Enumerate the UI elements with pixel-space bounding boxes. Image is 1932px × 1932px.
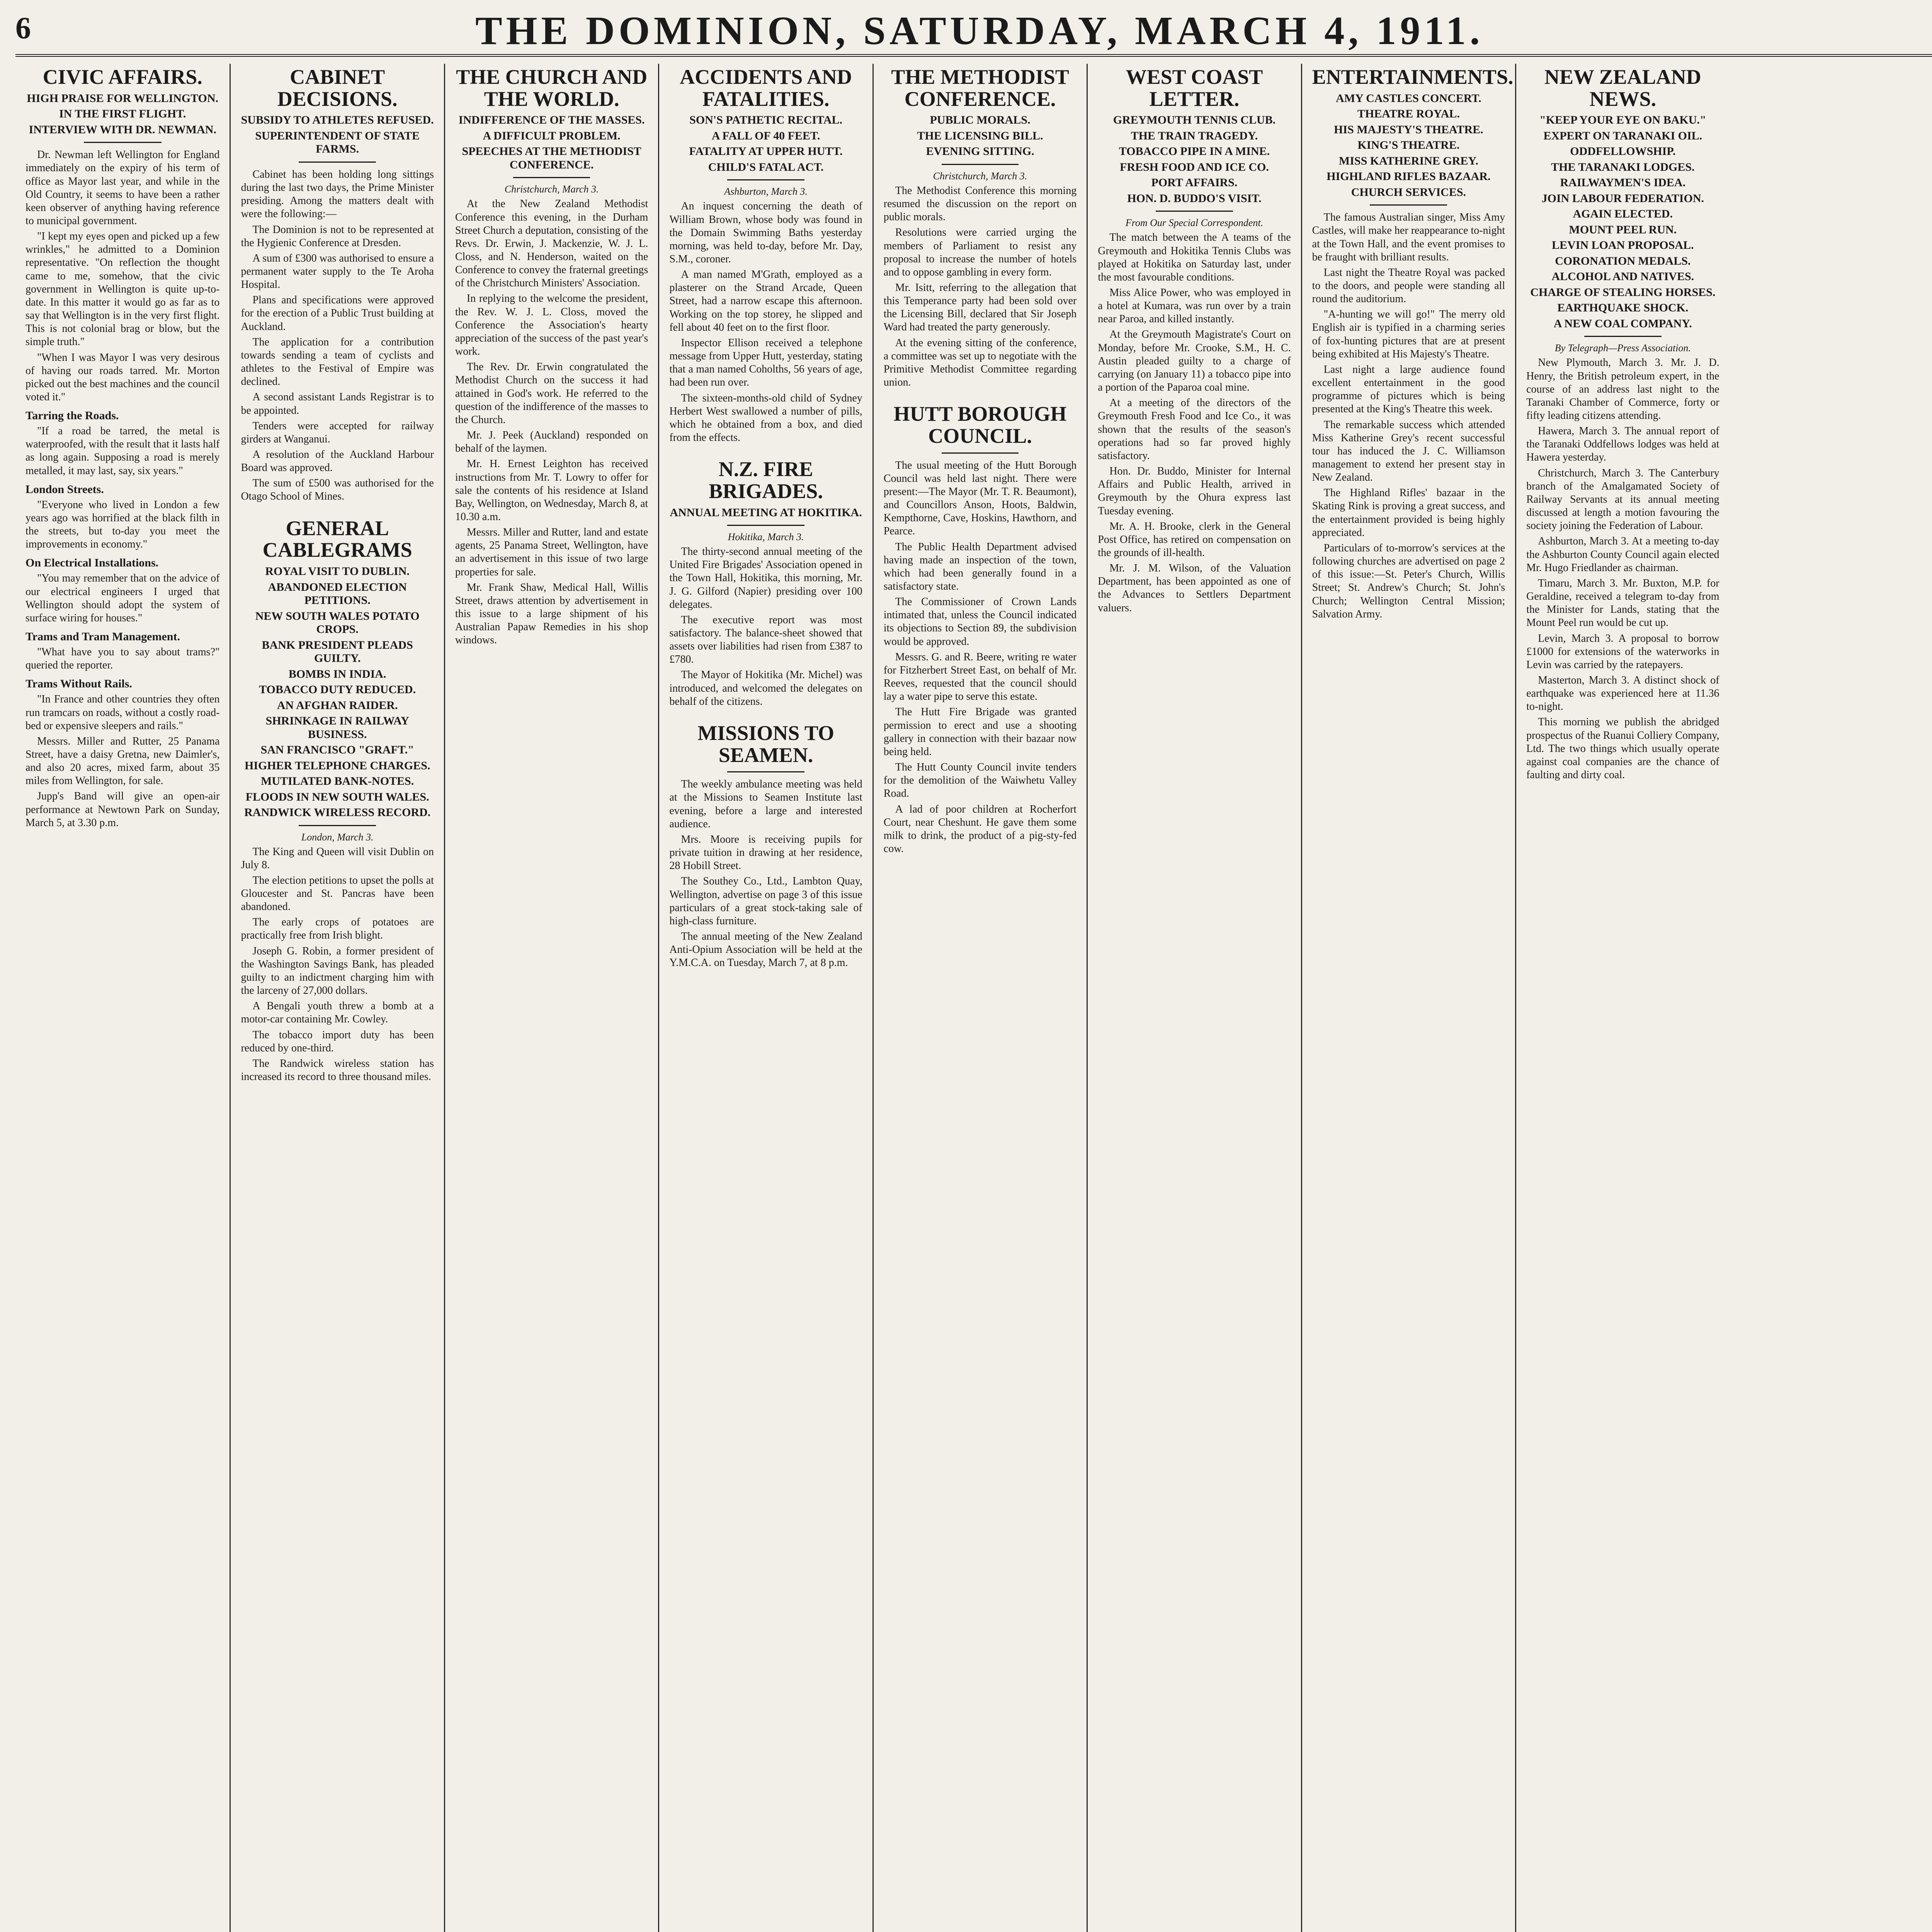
article-paragraph: The Methodist Conference this morning resumed the discussion on the report on public morals. — [883, 184, 1077, 223]
article-subhead: BOMBS IN INDIA. — [288, 667, 386, 680]
article-subhead: ROYAL VISIT TO DUBLIN. — [265, 565, 410, 578]
article-subhead: THEATRE ROYAL. — [1357, 107, 1460, 121]
section-title: On Electrical Installations. — [26, 556, 159, 570]
article-paragraph: Tenders were accepted for railway girders at Wanganui. — [241, 420, 434, 445]
column-4 — [658, 64, 872, 1932]
article-paragraph: The early crops of potatoes are practically free from Irish blight. — [241, 916, 434, 942]
article-paragraph: The sum of £500 was authorised for the Otago School of Mines. — [241, 477, 434, 503]
article-paragraph: The thirty-second annual meeting of the United Fire Brigades' Association opened in the Town Hall, Hokitika, this morning, Mr. J. G. Gilford (Napier) presiding over 100 delegates. — [669, 546, 862, 611]
article-paragraph: The Randwick wireless station has increased its record to three thousand miles. — [241, 1057, 434, 1083]
article-paragraph: The famous Australian singer, Miss Amy Castles, will make her reappearance to-night at the Town Hall, and the event promises to be fraught with brilliant results. — [1312, 211, 1505, 263]
article-paragraph: Timaru, March 3. Mr. Buxton, M.P. for Geraldine, received a telegram to-day from the Minister for Lands, stating that the Mount Peel run would be cut up. — [1526, 577, 1719, 629]
article-paragraph: The usual meeting of the Hutt Borough Council was held last night. There were present:—The Mayor (Mr. T. R. Beaumont), and Councillors Anson, Hoots, Baldwin, Kempthorne, Cave, Hoskins, Hawthorn, and Pearce. — [883, 459, 1077, 537]
article-paragraph: Mr. A. H. Brooke, clerk in the General Post Office, has retired on compensation on the grounds of ill-health. — [1098, 520, 1291, 559]
article-paragraph: Particulars of to-morrow's services at the following churches are advertised on page 2 of this issue:—St. Peter's Church, Willis Street; St. Andrew's Church; St. John's Church; Wellington Central Mission; Salvation Army. — [1312, 542, 1505, 620]
article-dateline: London, March 3. — [301, 831, 374, 843]
article-paragraph: Hawera, March 3. The annual report of the Taranaki Oddfellows lodges was held at Hawera yesterday. — [1526, 425, 1719, 464]
article-subhead: ODDFELLOWSHIP. — [1570, 145, 1676, 158]
article-subhead: FRESH FOOD AND ICE CO. — [1120, 160, 1269, 173]
article-paragraph: The Dominion is not to be represented at the Hygienic Conference at Dresden. — [241, 223, 434, 249]
article-subhead: SHRINKAGE IN RAILWAY BUSINESS. — [265, 714, 409, 741]
article-paragraph: The sixteen-months-old child of Sydney Herbert West swallowed a number of pills, which he obtained from a box, and died from the effects. — [669, 392, 862, 444]
article-subhead: AN AFGHAN RAIDER. — [277, 699, 398, 712]
article-paragraph: Miss Alice Power, who was employed in a hotel at Kumara, was run over by a train near Paroa, and killed instantly. — [1098, 287, 1291, 325]
article — [26, 66, 219, 830]
article-subhead: MUTILATED BANK-NOTES. — [261, 775, 414, 787]
article-paragraph: At a meeting of the directors of the Greymouth Fresh Food and Ice Co., it was shown that the results of the season's operations had so far proved highly satisfactory. — [1098, 397, 1291, 462]
article-subhead: HIGHER TELEPHONE CHARGES. — [244, 759, 430, 772]
article-body — [455, 197, 648, 647]
article-paragraph: The match between the A teams of the Greymouth and Hokitika Tennis Clubs was played at Hokitika on Saturday last, under the most favourable conditions. — [1098, 231, 1291, 283]
article-paragraph: "What have you to say about trams?" queried the reporter. — [26, 646, 220, 672]
article-headline: THE CHURCH AND THE WORLD. — [456, 65, 648, 111]
article-paragraph: The annual meeting of the New Zealand Anti-Opium Association will be held at the Y.M.C.A. on Tuesday, March 7, at 8 p.m. — [669, 930, 862, 969]
article-subhead: "KEEP YOUR EYE ON BAKU." — [1539, 114, 1706, 127]
article-subhead: FATALITY AT UPPER HUTT. — [689, 145, 843, 158]
article-subhead: EVENING SITTING. — [926, 145, 1034, 158]
newspaper-columns — [15, 64, 1932, 1932]
article-subhead: LEVIN LOAN PROPOSAL. — [1552, 239, 1694, 252]
column-2 — [230, 64, 444, 1932]
masthead — [15, 8, 1932, 57]
article-body — [669, 200, 862, 444]
article-subhead: RAILWAYMEN'S IDEA. — [1560, 176, 1686, 189]
article-paragraph: "In France and other countries they often run tramcars on roads, without a costly road-bed or expensive sleepers and rails." — [26, 693, 220, 732]
article-headline: THE METHODIST CONFERENCE. — [891, 65, 1069, 111]
article-subhead: FLOODS IN NEW SOUTH WALES. — [245, 790, 429, 803]
article-headline: WEST COAST LETTER. — [1126, 65, 1263, 111]
article-body — [241, 168, 434, 503]
article-subhead: CORONATION MEDALS. — [1555, 254, 1691, 267]
article-subhead: SUBSIDY TO ATHLETES REFUSED. — [241, 114, 434, 127]
article-headline: NEW ZEALAND NEWS. — [1544, 65, 1701, 111]
article — [1312, 65, 1514, 621]
divider-rule — [299, 825, 376, 826]
article-paragraph: The King and Queen will visit Dublin on July 8. — [241, 845, 434, 871]
article-paragraph: The executive report was most satisfactory. The balance-sheet showed that assets over liabilities had risen from £387 to £780. — [669, 614, 862, 666]
section-title: London Streets. — [26, 483, 104, 496]
article-subhead: MISS KATHERINE GREY. — [1338, 154, 1478, 167]
article-subhead: CHILD'S FATAL ACT. — [708, 160, 824, 173]
article-subhead: INDIFFERENCE OF THE MASSES. — [458, 114, 645, 127]
article-paragraph: Mr. H. Ernest Leighton has received instructions from Mr. T. Lowry to offer for sale the contents of his residence at Island Bay, Wellington, on Wednesday, March 8, at 10.30 a.m. — [455, 458, 648, 523]
article-subhead: THE LICENSING BILL. — [917, 129, 1043, 142]
article-headline: GENERAL CABLEGRAMS — [262, 516, 412, 562]
article-subhead: HIS MAJESTY'S THEATRE. — [1334, 123, 1483, 136]
article-paragraph: The remarkable success which attended Miss Katherine Grey's recent successful tour has induced the J. C. Williamson management to extend her present stay in New Zealand. — [1312, 418, 1505, 484]
article-subhead: JOIN LABOUR FEDERATION. — [1541, 192, 1704, 205]
article-paragraph: The Southey Co., Ltd., Lambton Quay, Wellington, advertise on page 3 of this issue particulars of a great stock-taking sale of high-class furniture. — [669, 875, 862, 927]
article-paragraph: Mr. Isitt, referring to the allegation that this Temperance party had been sold over the Licensing Bill, declared that Sir Joseph Ward had treated the party generously. — [883, 281, 1077, 333]
article — [669, 458, 862, 708]
article-headline: N.Z. FIRE BRIGADES. — [709, 457, 823, 503]
article-paragraph: "You may remember that on the advice of our electrical engineers I urged that Wellington should adopt the system of surface wiring for houses." — [26, 572, 220, 624]
section-title: Trams Without Rails. — [26, 677, 132, 690]
article-paragraph: The election petitions to upset the polls at Gloucester and St. Pancras have been abandoned. — [241, 874, 434, 913]
divider-rule — [727, 179, 804, 180]
divider-rule — [299, 162, 376, 163]
article-paragraph: "A-hunting we will go!" The merry old English air is typified in a charming series of fox-hunting pictures that are at present being exhibited at His Majesty's Theatre. — [1312, 308, 1505, 360]
article-paragraph: Mr. J. Peek (Auckland) responded on behalf of the laymen. — [455, 429, 648, 455]
article-paragraph: A resolution of the Auckland Harbour Board was approved. — [241, 449, 434, 474]
article-paragraph: "When I was Mayor I was very desirous of having our roads tarred. Mr. Morton picked out the best machines and the council voted it." — [26, 351, 220, 403]
article-headline: HUTT BOROUGH COUNCIL. — [893, 402, 1067, 447]
article-subhead: SAN FRANCISCO "GRAFT." — [260, 743, 414, 756]
article-paragraph: The tobacco import duty has been reduced by one-third. — [241, 1029, 434, 1054]
section-title: Tarring the Roads. — [26, 409, 119, 422]
article-paragraph: Mrs. Moore is receiving pupils for private tuition in drawing at her residence, 28 Hobill Street. — [669, 833, 862, 872]
divider-rule — [84, 142, 162, 143]
column-1 — [15, 64, 230, 1932]
article-subhead: TOBACCO DUTY REDUCED. — [259, 683, 416, 696]
page-number: 6 — [15, 11, 31, 45]
article-body — [669, 778, 862, 969]
article-paragraph: The Hutt County Council invite tenders for the demolition of the Waiwhetu Valley Road. — [883, 761, 1077, 800]
article — [241, 66, 434, 503]
article-subhead: THE TRAIN TRAGEDY. — [1131, 129, 1258, 142]
article-subhead: HIGHLAND RIFLES BAZAAR. — [1327, 170, 1491, 183]
article-subhead: EARTHQUAKE SHOCK. — [1557, 301, 1689, 315]
article-subhead: TOBACCO PIPE IN A MINE. — [1119, 145, 1270, 158]
article-paragraph: Masterton, March 3. A distinct shock of earthquake was experienced here at 11.36 to-night. — [1526, 674, 1719, 713]
article-paragraph: Jupp's Band will give an open-air performance at Newtown Park on Sunday, March 5, at 3.30 p.m. — [26, 790, 220, 829]
article-body — [241, 845, 434, 1084]
article-paragraph: Hon. Dr. Buddo, Minister for Internal Affairs and Public Health, arrived in Greymouth by the Ohura express last Tuesday evening. — [1098, 465, 1291, 517]
article-paragraph: Levin, March 3. A proposal to borrow £1000 for extensions of the waterworks in Levin was carried by the ratepayers. — [1526, 632, 1719, 671]
article-dateline: Hokitika, March 3. — [728, 531, 804, 543]
article-subhead: HIGH PRAISE FOR WELLINGTON. — [27, 92, 219, 105]
article-paragraph: In replying to the welcome the president, the Rev. W. J. L. Closs, moved the Conference the Association's hearty appreciation of the success of the past year's work. — [455, 293, 648, 358]
article — [884, 66, 1077, 389]
article-paragraph: The Highland Rifles' bazaar in the Skating Rink is proving a great success, and the entertainment provided is being highly appreciated. — [1312, 487, 1505, 539]
article-paragraph: The application for a contribution towards sending a team of cyclists and athletes to the Festival of Empire was declined. — [241, 336, 434, 388]
article-paragraph: Last night the Theatre Royal was packed to the doors, and people were standing all round the auditorium. — [1312, 266, 1505, 305]
section-title: Trams and Tram Management. — [26, 630, 180, 643]
article-paragraph: A Bengali youth threw a bomb at a motor-car containing Mr. Cowley. — [241, 1000, 434, 1026]
article-paragraph: This morning we publish the abridged prospectus of the Ruanui Colliery Company, Ltd. The two things which usually operate against coal companies are the chance of faulting and dirty coal. — [1526, 716, 1719, 781]
article — [1098, 66, 1291, 615]
article-body — [1312, 211, 1505, 621]
article-subhead: EXPERT ON TARANAKI OIL. — [1543, 129, 1702, 142]
article — [241, 517, 434, 1084]
article-dateline: Christchurch, March 3. — [933, 170, 1027, 182]
article-paragraph: Ashburton, March 3. At a meeting to-day the Ashburton County Council again elected Mr. Hugo Friedlander as chairman. — [1526, 535, 1719, 574]
article-paragraph: The Mayor of Hokitika (Mr. Michel) was introduced, and welcomed the delegates on behalf of the citizens. — [669, 669, 862, 707]
article-dateline: From Our Special Correspondent. — [1125, 217, 1264, 229]
article-paragraph: "I kept my eyes open and picked up a few wrinkles," he admitted to a Dominion representative. "On reflection the thought came to me, somehow, that the civic government in Wellington is quite up-to-date. In this matter it would go as far as to say that Wellington is in the very first flight. This is not colonial brag or blow, but the simple truth." — [26, 230, 220, 348]
divider-rule — [727, 525, 804, 526]
divider-rule — [942, 164, 1019, 165]
article-paragraph: The Rev. Dr. Erwin congratulated the Methodist Church on the success it had attained in God's work. He referred to the question of the indifference of the masses to the Church. — [455, 361, 648, 426]
article-subhead: SUPERINTENDENT OF STATE FARMS. — [255, 129, 420, 156]
article-paragraph: Inspector Ellison received a telephone message from Upper Hutt, yesterday, stating that a man named Coholths, 56 years of age, had been run over. — [669, 337, 862, 389]
article-subhead: PORT AFFAIRS. — [1151, 176, 1238, 189]
divider-rule — [1156, 211, 1233, 212]
article-subhead: CHURCH SERVICES. — [1351, 185, 1466, 199]
article-paragraph: Joseph G. Robin, a former president of the Washington Savings Bank, has pleaded guilty to an indictment charging him with the larceny of 27,000 dollars. — [241, 945, 434, 997]
article-subhead: SON'S PATHETIC RECITAL. — [689, 114, 842, 127]
article-paragraph: The Commissioner of Crown Lands intimated that, unless the Council indicated its objections to Section 89, the subdivision would be approved. — [883, 596, 1077, 648]
article-subhead: BANK PRESIDENT PLEADS GUILTY. — [262, 638, 413, 665]
article-subhead: IN THE FIRST FLIGHT. — [59, 107, 186, 121]
article-paragraph: Christchurch, March 3. The Canterbury branch of the Amalgamated Society of Railway Servants at its annual meeting discussed at length a motion favouring the society joining the Federation of Labour. — [1526, 467, 1719, 532]
newspaper-title: THE DOMINION, SATURDAY, MARCH 4, 1911. — [475, 9, 1484, 53]
article-subhead: KING'S THEATRE. — [1357, 139, 1460, 152]
article-paragraph: The weekly ambulance meeting was held at the Missions to Seamen Institute last evening, before a large and interested audience. — [669, 778, 862, 830]
article-paragraph: At the New Zealand Methodist Conference this evening, in the Durham Street Church a deputation, consisting of the Revs. Dr. Erwin, J. Mackenzie, W. J. L. Closs, and N. Henderson, waited on the Conference to convey the fraternal greetings of the Christchurch Ministers' Association. — [455, 198, 648, 289]
article-paragraph: Messrs. G. and R. Beere, writing re water for Fitzherbert Street East, on behalf of Mr. Reeves, requested that the council should lay a water pipe to serve this estate. — [883, 651, 1077, 703]
article-subhead: MOUNT PEEL RUN. — [1569, 223, 1677, 236]
article-dateline: Christchurch, March 3. — [504, 184, 599, 195]
article — [669, 722, 862, 970]
article-paragraph: A sum of £300 was authorised to ensure a permanent water supply to the Te Aroha Hospital. — [241, 252, 434, 291]
article-subhead: INTERVIEW WITH DR. NEWMAN. — [29, 123, 216, 136]
divider-rule — [1370, 204, 1447, 206]
article-paragraph: At the Greymouth Magistrate's Court on Monday, before Mr. Crooke, S.M., H. C. Austin pleaded guilty to a charge of carrying (on January 11) a tobacco pipe into a portion of the Paparoa coal mine. — [1098, 328, 1291, 394]
article-subhead: NEW SOUTH WALES POTATO CROPS. — [255, 609, 420, 636]
article-body — [669, 545, 862, 708]
article-subhead: SPEECHES AT THE METHODIST CONFERENCE. — [462, 145, 641, 171]
article-subhead: CHARGE OF STEALING HORSES. — [1530, 286, 1716, 299]
divider-rule — [727, 771, 804, 772]
article-dateline: By Telegraph—Press Association. — [1554, 342, 1691, 354]
column-3 — [444, 64, 658, 1932]
article-subhead: ANNUAL MEETING AT HOKITIKA. — [670, 506, 862, 519]
article-paragraph: An inquest concerning the death of William Brown, whose body was found in the Domain Swimming Baths yesterday morning, was held to-day, before Mr. Day, S.M., coroner. — [669, 200, 862, 265]
article-paragraph: Resolutions were carried urging the members of Parliament to resist any proposal to increase the number of hotels and to oppose gambling in every form. — [883, 226, 1077, 278]
article-body — [1526, 356, 1719, 782]
column-8 — [1515, 64, 1729, 1932]
article-paragraph: The Hutt Fire Brigade was granted permission to erect and use a shooting gallery in connection with their bazaar now being held. — [883, 706, 1077, 758]
article-paragraph: "If a road be tarred, the metal is waterproofed, with the result that it lasts half as long again. Supposing a road is merely metalled, it may last, say, six years." — [26, 425, 220, 477]
article — [455, 66, 648, 647]
article-body — [1098, 231, 1291, 614]
article-subhead: THE TARANAKI LODGES. — [1551, 160, 1695, 173]
article-headline: MISSIONS TO SEAMEN. — [697, 721, 834, 767]
article-paragraph: Dr. Newman left Wellington for England immediately on the expiry of his term of office as Mayor last year, and while in the Old Country, it seems to have been a rather keen observer of anything having reference to municipal government. — [26, 149, 220, 227]
article-paragraph: Mr. Frank Shaw, Medical Hall, Willis Street, draws attention by advertisement in this issue to a large shipment of his Australian Papaw Remedies in his shop windows. — [455, 581, 648, 646]
column-7 — [1301, 64, 1515, 1932]
article-subhead: RANDWICK WIRELESS RECORD. — [244, 806, 431, 819]
article-subhead: HON. D. BUDDO'S VISIT. — [1127, 192, 1262, 205]
article-subhead: A FALL OF 40 FEET. — [711, 129, 820, 142]
article-headline: CIVIC AFFAIRS. — [43, 65, 202, 88]
article — [669, 66, 862, 444]
article-paragraph: A lad of poor children at Rocherfort Court, near Cheshunt. He gave them some milk to drink, the product of a pig-sty-fed cow. — [883, 803, 1077, 855]
divider-rule — [942, 452, 1019, 454]
article-subhead: ABANDONED ELECTION PETITIONS. — [268, 580, 407, 607]
article-dateline: Ashburton, March 3. — [724, 186, 808, 197]
article-paragraph: A man named M'Grath, employed as a plasterer on the Strand Arcade, Queen Street, had a narrow escape this afternoon. Working on the top storey, he slipped and fell about 40 feet on to the first floor. — [669, 269, 862, 333]
article — [884, 403, 1077, 855]
article-paragraph: New Plymouth, March 3. Mr. J. D. Henry, the British petroleum expert, in the course of an address last night to the Taranaki Chamber of Commerce, forty or fifty leading citizens attending. — [1526, 357, 1719, 422]
article-paragraph: Messrs. Miller and Rutter, 25 Panama Street, have a daisy Gretna, new Daimler's, and also 20 acres, mixed farm, about 35 miles from Wellington, for sale. — [26, 735, 220, 787]
article-paragraph: At the evening sitting of the conference, a committee was set up to negotiate with the Primitive Methodist Committee regarding union. — [883, 337, 1077, 389]
article — [1526, 66, 1719, 782]
article-subhead: AMY CASTLES CONCERT. — [1336, 92, 1481, 105]
article-paragraph: "Everyone who lived in London a few years ago was horrified at the black filth in the streets, but to-day you meet the improvements in economy." — [26, 498, 220, 551]
article-headline: CABINET DECISIONS. — [277, 65, 398, 111]
column-5 — [872, 64, 1087, 1932]
article-subhead: AGAIN ELECTED. — [1573, 207, 1673, 221]
article-subhead: ALCOHOL AND NATIVES. — [1551, 270, 1694, 283]
article-body — [26, 148, 219, 830]
article-headline: ENTERTAINMENTS. — [1312, 65, 1514, 88]
article-paragraph: A second assistant Lands Registrar is to be appointed. — [241, 391, 434, 417]
article-body — [884, 184, 1077, 389]
article-body — [884, 459, 1077, 856]
column-6 — [1087, 64, 1301, 1932]
article-paragraph: Last night a large audience found excellent entertainment in the good programme of pictures which is being presented at the King's Theatre this week. — [1312, 363, 1505, 415]
divider-rule — [513, 177, 590, 178]
article-subhead: A DIFFICULT PROBLEM. — [483, 129, 621, 142]
article-subhead: A NEW COAL COMPANY. — [1553, 317, 1692, 330]
article-subhead: PUBLIC MORALS. — [930, 114, 1031, 127]
divider-rule — [1584, 336, 1662, 337]
article-headline: ACCIDENTS AND FATALITIES. — [680, 65, 852, 111]
article-paragraph: The Public Health Department advised having made an inspection of the town, which had been generally found in a satisfactory state. — [883, 541, 1077, 592]
article-paragraph: Mr. J. M. Wilson, of the Valuation Department, has been appointed as one of the Advances to Settlers Department valuers. — [1098, 562, 1291, 614]
article-paragraph: Messrs. Miller and Rutter, land and estate agents, 25 Panama Street, Wellington, have an advertisement in this issue of two large properties for sale. — [455, 526, 648, 578]
article-subhead: GREYMOUTH TENNIS CLUB. — [1113, 114, 1276, 127]
article-paragraph: Cabinet has been holding long sittings during the last two days, the Prime Minister presiding. Among the matters dealt with were the following:— — [241, 168, 434, 220]
article-paragraph: Plans and specifications were approved for the erection of a Public Trust building at Auckland. — [241, 294, 434, 333]
